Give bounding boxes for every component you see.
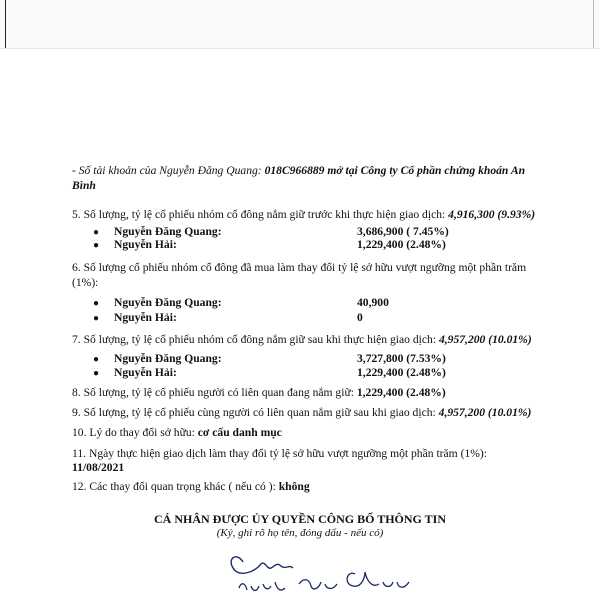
item-5 [72, 208, 535, 222]
bullet-icon: ● [93, 354, 100, 365]
item-5-value-1: 3,686,900 ( 7.45%) [357, 225, 449, 238]
item-9 [72, 406, 531, 420]
signature-subtitle: (Ký, ghi rõ họ tên, đóng dấu - nếu có) [216, 527, 384, 539]
bullet-icon: ● [93, 313, 100, 324]
item-5-name-1: Nguyễn Đăng Quang: [114, 225, 222, 238]
item-12-label: 12. Các thay đổi quan trọng khác ( nếu có ): [72, 480, 279, 493]
handwritten-signature [215, 548, 445, 600]
signature-title: CÁ NHÂN ĐƯỢC ỦY QUYỀN CÔNG BỐ THÔNG TIN [153, 512, 447, 526]
account-line-2: Bình [72, 179, 96, 192]
item-6-value-1: 40,900 [357, 296, 389, 309]
item-9-label: 9. Số lượng, tỷ lệ cổ phiếu cùng người có liên quan nắm giữ sau khi giao dịch: [72, 406, 439, 419]
item-6-line-2: (1%): [72, 276, 99, 289]
page-edge-line [5, 0, 6, 48]
item-6-value-2: 0 [357, 311, 363, 324]
item-11-value: 11/08/2021 [72, 461, 125, 474]
bullet-icon: ● [93, 240, 100, 251]
account-number: 018C966889 mở tại Công ty Cổ phần chứng khoán An [264, 164, 526, 177]
bullet-icon: ● [93, 227, 100, 238]
item-7-value: 4,957,200 (10.01%) [438, 333, 532, 346]
item-12 [72, 480, 310, 494]
item-7-name-2: Nguyễn Hải: [114, 366, 177, 379]
item-5-value-2: 1,229,400 (2.48%) [357, 238, 446, 251]
item-10 [72, 426, 282, 440]
item-6-line-1: 6. Số lượng cổ phiếu nhóm cổ đông đã mua làm thay đổi tỷ lệ sở hữu vượt ngưỡng một phần trăm [72, 261, 527, 274]
item-6-name-2: Nguyễn Hải: [114, 311, 177, 324]
item-10-label: 10. Lý do thay đổi sở hữu: [72, 426, 198, 439]
item-5-label: 5. Số lượng, tỷ lệ cổ phiếu nhóm cổ đông nắm giữ trước khi thực hiện giao dịch: [72, 208, 449, 221]
item-8 [72, 386, 446, 400]
item-7-value-1: 3,727,800 (7.53%) [357, 352, 446, 365]
item-7 [72, 333, 532, 347]
item-7-name-1: Nguyễn Đăng Quang: [114, 352, 222, 365]
item-7-label: 7. Số lượng, tỷ lệ cổ phiếu nhóm cổ đông nắm giữ sau khi thực hiện giao dịch: [72, 333, 439, 346]
item-7-value-2: 1,229,400 (2.48%) [357, 366, 446, 379]
document-page [0, 62, 600, 600]
item-10-value: cơ cấu danh mục [197, 426, 282, 439]
item-8-label: 8. Số lượng, tỷ lệ cổ phiếu người có liên quan đang nắm giữ: [72, 386, 357, 399]
bullet-icon: ● [93, 368, 100, 379]
item-6-name-1: Nguyễn Đăng Quang: [114, 296, 222, 309]
item-8-value: 1,229,400 (2.48%) [356, 386, 446, 399]
item-5-name-2: Nguyễn Hải: [114, 238, 177, 251]
item-5-value: 4,916,300 (9.93%) [448, 208, 536, 221]
account-label: - Số tài khoản của Nguyễn Đăng Quang: [72, 164, 265, 177]
item-12-value: không [278, 480, 310, 493]
item-11-label: 11. Ngày thực hiện giao dịch làm thay đổi tỷ lệ sở hữu vượt ngưỡng một phần trăm (1%): [72, 447, 487, 460]
bullet-icon: ● [93, 298, 100, 309]
page-edge-line-right [593, 0, 594, 48]
page-gap [0, 48, 600, 63]
item-9-value: 4,957,200 (10.01%) [438, 406, 532, 419]
signature-text: Nguyễn Đăng Quang [215, 548, 224, 549]
scan-top-strip [0, 0, 600, 48]
account-line [72, 164, 525, 178]
